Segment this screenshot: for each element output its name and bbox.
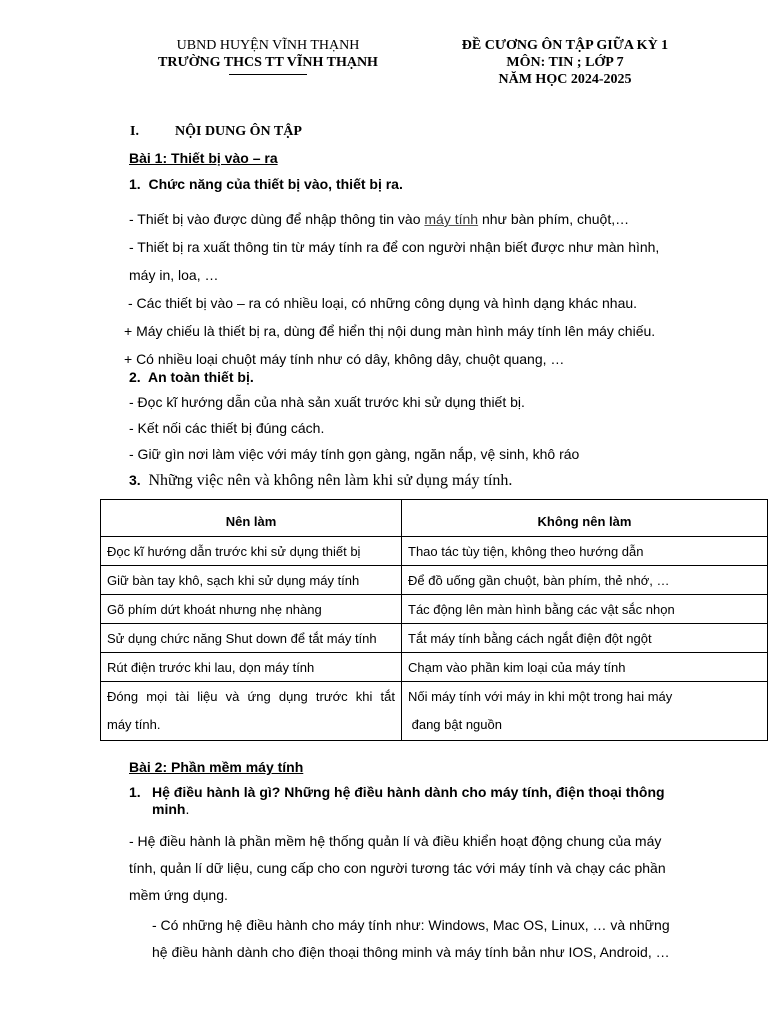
district-name: UBND HUYỆN VĨNH THẠNH [176, 38, 360, 53]
table-header-row [101, 500, 768, 537]
table-row [101, 595, 768, 624]
section-title: NỘI DUNG ÔN TẬP [175, 124, 302, 139]
paragraph-text: - Thiết bị vào được dùng để nhập thông tin vào [129, 211, 425, 227]
section-numeral: I. [130, 124, 139, 139]
paragraph-line: mềm ứng dụng. [129, 887, 228, 903]
safety-item-1: - Đọc kĩ hướng dẫn của nhà sản xuất trước khi sử dụng thiết bị. [129, 394, 525, 410]
dont-cell: Thao tác tùy tiện, không theo hướng dẫn [402, 537, 768, 566]
computer-link[interactable]: máy tính [424, 211, 479, 227]
paragraph-projector: + Máy chiếu là thiết bị ra, dùng để hiển thị nội dung màn hình máy tính lên máy chiếu. [124, 323, 656, 339]
lesson1-heading-2 [129, 369, 254, 385]
do-dont-table [100, 499, 768, 741]
dont-cell [402, 682, 768, 741]
lesson2-heading-number: 1. [129, 784, 141, 800]
lesson2-heading-1 [152, 784, 717, 818]
subject-class: MÔN: TIN ; LỚP 7 [506, 55, 624, 70]
paragraph-output-devices-b: máy in, loa, … [129, 267, 219, 283]
do-cell: Sử dụng chức năng Shut down để tắt máy tính [101, 624, 402, 653]
table-row [101, 653, 768, 682]
do-cell: Gõ phím dứt khoát nhưng nhẹ nhàng [101, 595, 402, 624]
heading-text: Hệ điều hành là gì? Những hệ điều hành dành cho máy tính, điện thoại thông [152, 784, 665, 800]
heading-number: 1. [129, 176, 141, 192]
do-cell: Đọc kĩ hướng dẫn trước khi sử dụng thiết bị [101, 537, 402, 566]
paragraph-device-types: - Các thiết bị vào – ra có nhiều loại, có những công dụng và hình dạng khác nhau. [128, 295, 638, 311]
dont-cell: Tắt máy tính bằng cách ngắt điện đột ngột [402, 624, 768, 653]
document-title: ĐỀ CƯƠNG ÔN TẬP GIỮA KỲ 1 [461, 38, 669, 53]
paragraph-line: hệ điều hành dành cho điện thoại thông minh và máy tính bản như IOS, Android, … [152, 944, 670, 960]
document-header [430, 37, 700, 88]
safety-item-2: - Kết nối các thiết bị đúng cách. [129, 420, 325, 436]
cell-line: Đóng mọi tài liệu và ứng dụng trước khi tắt [107, 689, 395, 704]
heading-text: Những việc nên và không nên làm khi sử dụng máy tính. [148, 472, 513, 489]
paragraph-line: - Hệ điều hành là phần mềm hệ thống quản lí và điều khiển hoạt động chung của máy [129, 833, 662, 849]
cell-line: Nối máy tính với máy in khi một trong hai máy [408, 689, 673, 704]
header-divider [229, 74, 307, 75]
heading-text: An toàn thiết bị. [147, 369, 254, 385]
paragraph-line: tính, quản lí dữ liệu, cung cấp cho con người tương tác với máy tính và chạy các phần [129, 860, 666, 876]
dont-cell: Chạm vào phần kim loại của máy tính [402, 653, 768, 682]
do-cell: Giữ bàn tay khô, sạch khi sử dụng máy tính [101, 566, 402, 595]
dont-cell: Để đồ uống gần chuột, bàn phím, thẻ nhớ, … [402, 566, 768, 595]
lesson1-heading-1 [129, 176, 403, 192]
paragraph-mouse-types: + Có nhiều loại chuột máy tính như có dây, không dây, chuột quang, … [124, 351, 565, 367]
school-name: TRƯỜNG THCS TT VĨNH THẠNH [158, 55, 378, 70]
lesson1-heading-3 [129, 472, 512, 490]
school-header [148, 37, 388, 75]
os-examples-paragraph [152, 912, 717, 966]
paragraph-line: - Có những hệ điều hành cho máy tính như: Windows, Mac OS, Linux, … và những [152, 917, 670, 933]
lesson1-title: Bài 1: Thiết bị vào – ra [129, 150, 278, 166]
table-row [101, 537, 768, 566]
table-row [101, 624, 768, 653]
school-year: NĂM HỌC 2024-2025 [498, 72, 632, 87]
paragraph-text: như bàn phím, chuột,… [478, 211, 630, 227]
os-definition-paragraph [129, 828, 715, 909]
safety-item-3: - Giữ gìn nơi làm việc với máy tính gọn gàng, ngăn nắp, vệ sinh, khô ráo [129, 446, 580, 462]
cell-line: đang bật nguồn [408, 717, 502, 732]
do-cell: Rút điện trước khi lau, dọn máy tính [101, 653, 402, 682]
table-row [101, 682, 768, 741]
do-cell [101, 682, 402, 741]
heading-text: Chức năng của thiết bị vào, thiết bị ra. [148, 176, 403, 192]
table-row [101, 566, 768, 595]
paragraph-input-devices [129, 211, 629, 227]
lesson2-title: Bài 2: Phần mềm máy tính [129, 759, 304, 775]
heading-number: 3. [129, 472, 141, 488]
paragraph-output-devices-a: - Thiết bị ra xuất thông tin từ máy tính ra để con người nhận biết được như màn hình, [129, 239, 660, 255]
dont-cell: Tác động lên màn hình bằng các vật sắc nhọn [402, 595, 768, 624]
heading-number: 2. [129, 369, 141, 385]
cell-line: máy tính. [107, 717, 161, 732]
column-header-do: Nên làm [101, 500, 402, 537]
column-header-dont: Không nên làm [402, 500, 768, 537]
heading-text-cont: minh. [152, 801, 190, 817]
